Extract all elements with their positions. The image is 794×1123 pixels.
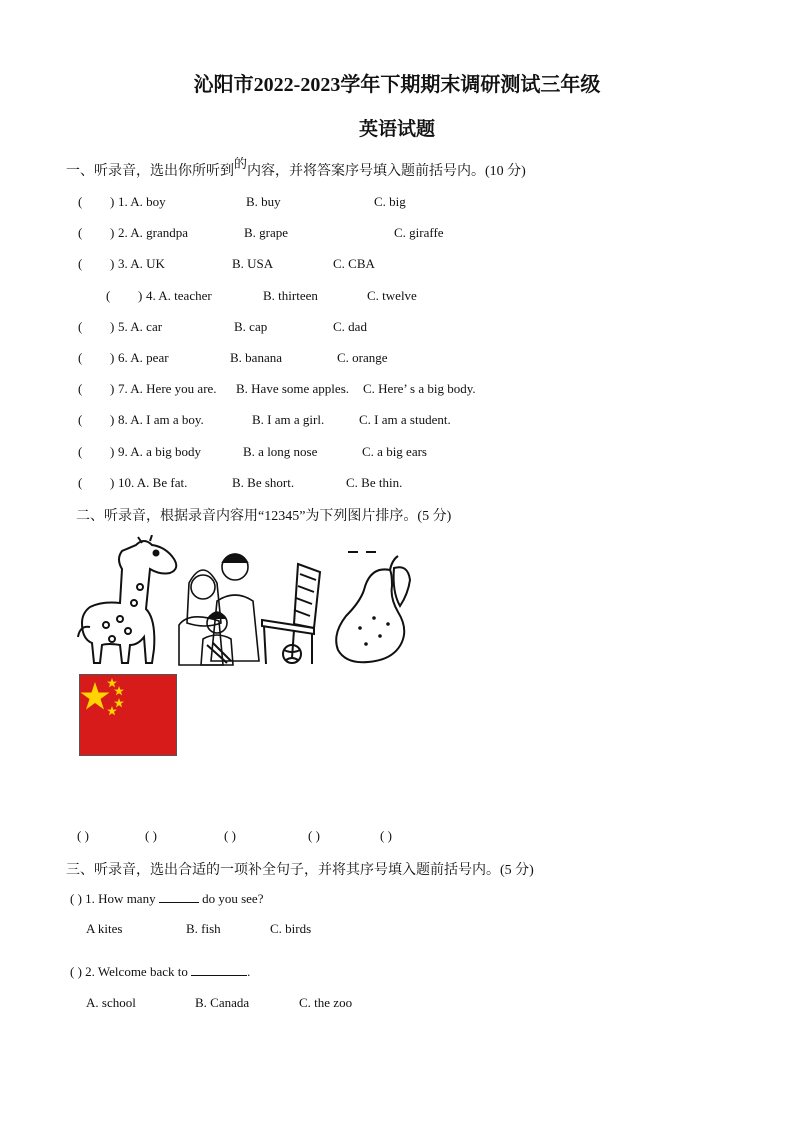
answer-paren-close-2: ) (110, 225, 115, 240)
option-c-5: C. dad (333, 319, 367, 334)
pear-picture (330, 548, 416, 664)
option-a-3: 3. A. UK (118, 256, 165, 271)
option-c-9: C. a big ears (362, 444, 427, 459)
option-b-8: B. I am a girl. (252, 412, 325, 427)
s3-q1-blank (159, 892, 199, 903)
s3-q2-paren[interactable]: ( ) (70, 964, 82, 979)
option-b-2: B. grape (244, 225, 289, 240)
option-c-8: C. I am a student. (359, 412, 451, 427)
answer-slot-5[interactable]: ( ) (380, 828, 392, 843)
answer-paren-close-4: ) (138, 288, 143, 303)
option-c-2: C. giraffe (394, 225, 444, 240)
answer-paren-9[interactable]: ( (78, 444, 83, 459)
answer-paren-7[interactable]: ( (78, 381, 83, 396)
answer-paren-5[interactable]: ( (78, 319, 83, 334)
answer-paren-2[interactable]: ( (78, 225, 83, 240)
option-a-1: 1. A. boy (118, 194, 166, 209)
answer-paren-close-9: ) (110, 444, 115, 459)
chair-picture (258, 560, 336, 666)
answer-paren-close-5: ) (110, 319, 115, 334)
option-b-1: B. buy (246, 194, 281, 209)
option-a-8: 8. A. I am a boy. (118, 412, 204, 427)
answer-paren-close-3: ) (110, 256, 115, 271)
option-c-10: C. Be thin. (346, 475, 403, 490)
option-a-6: 6. A. pear (118, 350, 169, 365)
option-b-10: B. Be short. (232, 475, 295, 490)
s3-q1-paren[interactable]: ( ) (70, 891, 82, 906)
s3-q1-option-a: A kites (86, 921, 123, 936)
option-a-9: 9. A. a big body (118, 444, 202, 459)
option-b-6: B. banana (230, 350, 282, 365)
s3-q2-option-c: C. the zoo (299, 995, 353, 1010)
option-a-7: 7. A. Here you are. (118, 381, 217, 396)
section2-heading: 二、听录音，根据录音内容用“12345”为下列图片排序。(5 分) (76, 509, 452, 524)
answer-slot-4[interactable]: ( ) (308, 828, 320, 843)
option-b-4: B. thirteen (263, 288, 318, 303)
answer-paren-close-7: ) (110, 381, 115, 396)
s3-q2-option-b: B. Canada (195, 995, 250, 1010)
answer-paren-1[interactable]: ( (78, 194, 83, 209)
section1-heading: 一、听录音，选出你所听到的内容，并将答案序号填入题前括号内。(10 分) (66, 156, 526, 179)
option-a-5: 5. A. car (118, 319, 163, 334)
option-a-2: 2. A. grandpa (118, 225, 189, 240)
s3-q2-blank (191, 965, 247, 976)
answer-paren-close-1: ) (110, 194, 115, 209)
answer-paren-8[interactable]: ( (78, 412, 83, 427)
family-picture (177, 545, 261, 667)
option-c-3: C. CBA (333, 256, 375, 271)
giraffe-picture (76, 535, 180, 667)
answer-paren-6[interactable]: ( (78, 350, 83, 365)
answer-slot-3[interactable]: ( ) (224, 828, 236, 843)
answer-paren-10[interactable]: ( (78, 475, 83, 490)
answer-paren-close-6: ) (110, 350, 115, 365)
answer-paren-close-8: ) (110, 412, 115, 427)
option-a-10: 10. A. Be fat. (118, 475, 188, 490)
option-c-7: C. Here’ s a big body. (363, 381, 476, 396)
s3-q1-option-c: C. birds (270, 921, 312, 936)
answer-slot-2[interactable]: ( ) (145, 828, 157, 843)
s3-q2-option-a: A. school (86, 995, 136, 1010)
s3-q2-stem: ( ) 2. Welcome back to . (70, 964, 251, 979)
option-b-9: B. a long nose (243, 444, 318, 459)
answer-paren-4[interactable]: ( (106, 288, 111, 303)
option-a-4: 4. A. teacher (146, 288, 212, 303)
s3-q1-stem: ( ) 1. How many do you see? (70, 891, 264, 906)
exam-subtitle: 英语试题 (358, 119, 435, 140)
exam-title: 沁阳市2022-2023学年下期期末调研测试三年级 (193, 74, 601, 96)
answer-slot-1[interactable]: ( ) (77, 828, 89, 843)
option-b-5: B. cap (234, 319, 268, 334)
option-c-4: C. twelve (367, 288, 417, 303)
answer-paren-close-10: ) (110, 475, 115, 490)
answer-paren-3[interactable]: ( (78, 256, 83, 271)
option-c-1: C. big (374, 194, 406, 209)
option-b-3: B. USA (232, 256, 274, 271)
option-c-6: C. orange (337, 350, 388, 365)
chinese-flag-picture (79, 674, 177, 756)
s3-q1-option-b: B. fish (186, 921, 221, 936)
section3-heading: 三、听录音，选出合适的一项补全句子，并将其序号填入题前括号内。(5 分) (66, 863, 534, 878)
option-b-7: B. Have some apples. (236, 381, 350, 396)
